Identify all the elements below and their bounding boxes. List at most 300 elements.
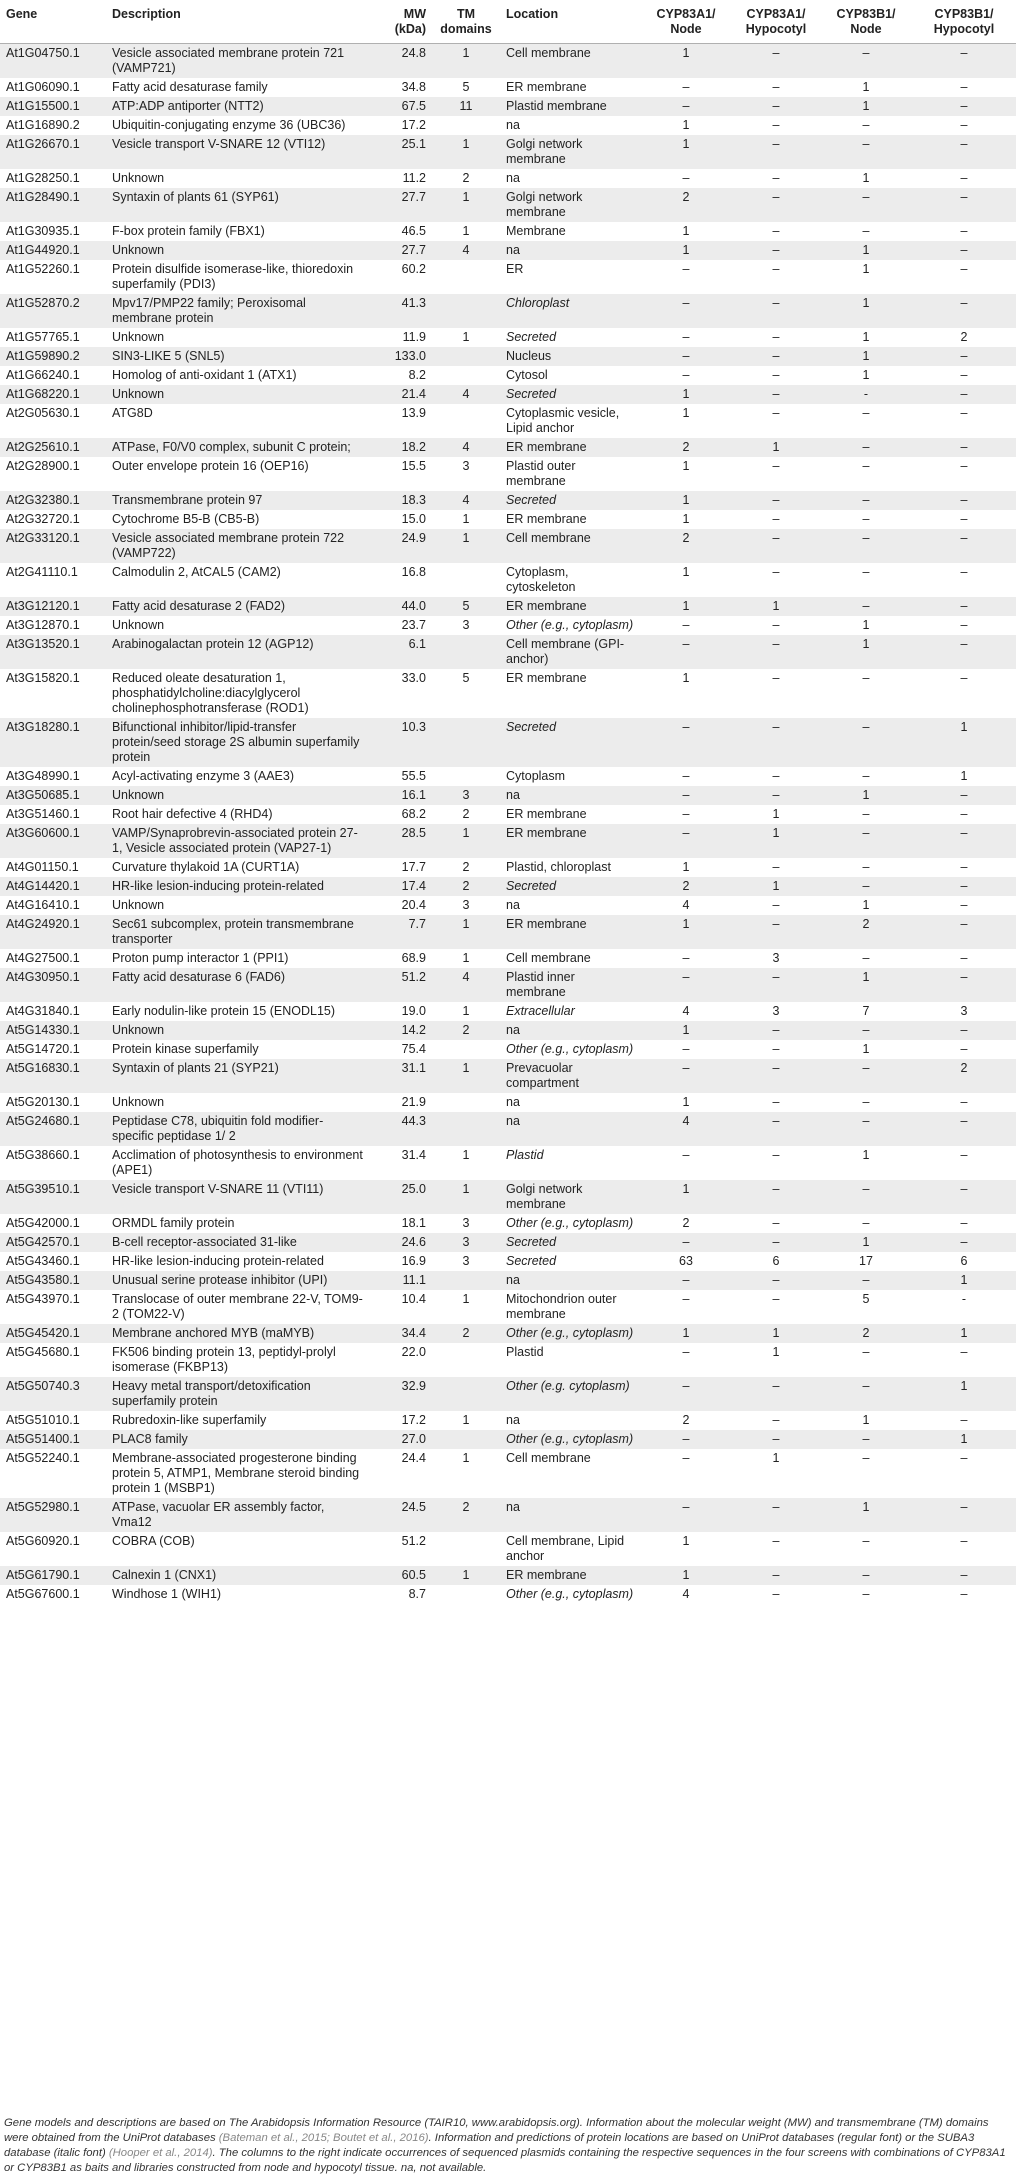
cell-cyp83a1-hypocotyl: 1: [732, 597, 820, 616]
cell-mw: 22.0: [370, 1343, 432, 1377]
table-row: [0, 116, 1016, 135]
table-row: [0, 328, 1016, 347]
cell-location: na: [500, 896, 640, 915]
cell-location: Plastid inner membrane: [500, 968, 640, 1002]
table-row: [0, 1214, 1016, 1233]
cell-description: HR-like lesion-inducing protein-related: [106, 1252, 370, 1271]
cell-cyp83a1-node: –: [640, 1377, 732, 1411]
cell-cyp83a1-node: 2: [640, 438, 732, 457]
cell-cyp83a1-node: –: [640, 260, 732, 294]
cell-mw: 28.5: [370, 824, 432, 858]
cell-cyp83a1-hypocotyl: –: [732, 169, 820, 188]
cell-tm-domains: 1: [432, 222, 500, 241]
cell-tm-domains: 1: [432, 949, 500, 968]
cell-gene: At2G33120.1: [0, 529, 106, 563]
cell-description: F-box protein family (FBX1): [106, 222, 370, 241]
table-row: [0, 1566, 1016, 1585]
cell-tm-domains: 1: [432, 135, 500, 169]
cell-tm-domains: [432, 1343, 500, 1377]
cell-location: na: [500, 1112, 640, 1146]
cell-cyp83a1-hypocotyl: –: [732, 188, 820, 222]
cell-location: ER membrane: [500, 824, 640, 858]
cell-gene: At2G05630.1: [0, 404, 106, 438]
cell-cyp83b1-node: –: [820, 1585, 912, 1604]
cell-location: na: [500, 241, 640, 260]
cell-cyp83b1-hypocotyl: –: [912, 241, 1016, 260]
cell-tm-domains: [432, 1271, 500, 1290]
cell-mw: 34.4: [370, 1324, 432, 1343]
cell-cyp83a1-hypocotyl: 1: [732, 1343, 820, 1377]
cell-gene: At4G14420.1: [0, 877, 106, 896]
cell-mw: 27.7: [370, 241, 432, 260]
cell-tm-domains: 2: [432, 805, 500, 824]
table-row: [0, 78, 1016, 97]
cell-cyp83a1-hypocotyl: –: [732, 563, 820, 597]
cell-cyp83a1-hypocotyl: –: [732, 1498, 820, 1532]
cell-cyp83a1-hypocotyl: –: [732, 385, 820, 404]
cell-mw: 16.9: [370, 1252, 432, 1271]
cell-cyp83a1-hypocotyl: –: [732, 366, 820, 385]
table-row: [0, 222, 1016, 241]
cell-cyp83a1-hypocotyl: –: [732, 635, 820, 669]
cell-tm-domains: 4: [432, 438, 500, 457]
cell-location: ER membrane: [500, 510, 640, 529]
cell-mw: 10.3: [370, 718, 432, 767]
caption-text-1: Gene models and descriptions are based on The Arabidopsis Information Resource (TAIR10, www.arabidopsis.org). Information about the molecular weight (MW) and transmembrane (TM) domains were obtained from the UniProt databases: [4, 2117, 989, 2144]
cell-cyp83a1-hypocotyl: –: [732, 44, 820, 79]
cell-tm-domains: [432, 404, 500, 438]
cell-cyp83a1-hypocotyl: –: [732, 915, 820, 949]
cell-cyp83a1-hypocotyl: 3: [732, 1002, 820, 1021]
cell-cyp83a1-hypocotyl: –: [732, 116, 820, 135]
table-row: [0, 169, 1016, 188]
cell-location: Plastid: [500, 1146, 640, 1180]
cell-description: Protein kinase superfamily: [106, 1040, 370, 1059]
cell-description: Unknown: [106, 1093, 370, 1112]
cell-description: Rubredoxin-like superfamily: [106, 1411, 370, 1430]
cell-description: Unknown: [106, 786, 370, 805]
cell-cyp83b1-node: 1: [820, 1233, 912, 1252]
cell-gene: At4G31840.1: [0, 1002, 106, 1021]
cell-cyp83a1-node: –: [640, 1498, 732, 1532]
cell-cyp83b1-node: 2: [820, 915, 912, 949]
cell-mw: 75.4: [370, 1040, 432, 1059]
table-caption: [4, 2116, 1010, 2176]
cell-gene: At1G15500.1: [0, 97, 106, 116]
cell-description: Calmodulin 2, AtCAL5 (CAM2): [106, 563, 370, 597]
cell-cyp83b1-node: 1: [820, 97, 912, 116]
cell-location: Cytosol: [500, 366, 640, 385]
cell-location: Cytoplasmic vesicle, Lipid anchor: [500, 404, 640, 438]
cell-location: Secreted: [500, 1252, 640, 1271]
cell-gene: At5G45420.1: [0, 1324, 106, 1343]
cell-location: ER membrane: [500, 805, 640, 824]
cell-tm-domains: [432, 635, 500, 669]
cell-cyp83a1-node: 1: [640, 1566, 732, 1585]
cell-cyp83a1-node: 4: [640, 896, 732, 915]
cell-description: Fatty acid desaturase family: [106, 78, 370, 97]
table-row: [0, 1093, 1016, 1112]
cell-gene: At3G50685.1: [0, 786, 106, 805]
cell-gene: At5G52240.1: [0, 1449, 106, 1498]
cell-cyp83b1-node: –: [820, 597, 912, 616]
cell-location: Plastid: [500, 1343, 640, 1377]
cell-tm-domains: [432, 347, 500, 366]
table-row: [0, 597, 1016, 616]
cell-tm-domains: 1: [432, 44, 500, 79]
cell-description: Unknown: [106, 1021, 370, 1040]
cell-description: FK506 binding protein 13, peptidyl-prolyl isomerase (FKBP13): [106, 1343, 370, 1377]
cell-cyp83b1-hypocotyl: 3: [912, 1002, 1016, 1021]
protein-table: [0, 4, 1016, 1604]
cell-cyp83a1-hypocotyl: –: [732, 294, 820, 328]
caption-citation-1: (Bateman et al., 2015; Boutet et al., 2016): [218, 2132, 429, 2144]
table-row: [0, 44, 1016, 79]
cell-cyp83a1-hypocotyl: –: [732, 457, 820, 491]
cell-description: Unknown: [106, 328, 370, 347]
cell-tm-domains: 3: [432, 1214, 500, 1233]
table-row: [0, 260, 1016, 294]
cell-cyp83a1-node: 1: [640, 669, 732, 718]
header-cyp83b1-hypocotyl: CYP83B1/ Hypocotyl: [912, 4, 1016, 44]
cell-cyp83b1-hypocotyl: –: [912, 1093, 1016, 1112]
cell-cyp83a1-hypocotyl: –: [732, 97, 820, 116]
cell-cyp83b1-node: –: [820, 669, 912, 718]
table-row: [0, 669, 1016, 718]
cell-cyp83a1-node: –: [640, 616, 732, 635]
cell-cyp83b1-node: 1: [820, 896, 912, 915]
cell-location: Other (e.g., cytoplasm): [500, 1040, 640, 1059]
cell-cyp83b1-node: –: [820, 1532, 912, 1566]
cell-cyp83b1-hypocotyl: –: [912, 1343, 1016, 1377]
cell-cyp83b1-hypocotyl: 1: [912, 1324, 1016, 1343]
cell-cyp83b1-node: –: [820, 858, 912, 877]
cell-mw: 31.1: [370, 1059, 432, 1093]
cell-cyp83b1-hypocotyl: 1: [912, 767, 1016, 786]
cell-tm-domains: 1: [432, 1059, 500, 1093]
cell-tm-domains: 5: [432, 669, 500, 718]
cell-cyp83b1-hypocotyl: –: [912, 669, 1016, 718]
table-row: [0, 1040, 1016, 1059]
cell-cyp83a1-node: 1: [640, 563, 732, 597]
cell-location: Chloroplast: [500, 294, 640, 328]
cell-gene: At3G48990.1: [0, 767, 106, 786]
table-row: [0, 1377, 1016, 1411]
cell-location: na: [500, 169, 640, 188]
cell-cyp83a1-hypocotyl: –: [732, 669, 820, 718]
cell-description: Proton pump interactor 1 (PPI1): [106, 949, 370, 968]
cell-cyp83a1-hypocotyl: –: [732, 968, 820, 1002]
cell-cyp83b1-hypocotyl: –: [912, 404, 1016, 438]
cell-gene: At3G15820.1: [0, 669, 106, 718]
cell-cyp83b1-node: –: [820, 491, 912, 510]
cell-gene: At5G14330.1: [0, 1021, 106, 1040]
cell-cyp83a1-node: –: [640, 1040, 732, 1059]
cell-tm-domains: 3: [432, 786, 500, 805]
cell-cyp83b1-hypocotyl: –: [912, 1411, 1016, 1430]
cell-mw: 41.3: [370, 294, 432, 328]
cell-cyp83b1-hypocotyl: –: [912, 915, 1016, 949]
cell-tm-domains: 5: [432, 597, 500, 616]
cell-location: Other (e.g., cytoplasm): [500, 1430, 640, 1449]
cell-description: Unknown: [106, 385, 370, 404]
table-row: [0, 1343, 1016, 1377]
cell-mw: 60.2: [370, 260, 432, 294]
cell-description: Root hair defective 4 (RHD4): [106, 805, 370, 824]
cell-cyp83a1-node: –: [640, 718, 732, 767]
table-row: [0, 616, 1016, 635]
cell-location: na: [500, 1021, 640, 1040]
cell-cyp83b1-node: –: [820, 767, 912, 786]
cell-gene: At1G28250.1: [0, 169, 106, 188]
cell-gene: At2G32380.1: [0, 491, 106, 510]
cell-cyp83a1-hypocotyl: –: [732, 1290, 820, 1324]
cell-tm-domains: [432, 767, 500, 786]
cell-cyp83a1-node: –: [640, 1059, 732, 1093]
cell-cyp83b1-hypocotyl: –: [912, 529, 1016, 563]
cell-gene: At2G32720.1: [0, 510, 106, 529]
cell-cyp83a1-node: 1: [640, 44, 732, 79]
cell-location: Other (e.g., cytoplasm): [500, 616, 640, 635]
table-row: [0, 1002, 1016, 1021]
cell-location: Cell membrane: [500, 529, 640, 563]
table-row: [0, 510, 1016, 529]
cell-cyp83b1-hypocotyl: –: [912, 597, 1016, 616]
cell-description: Translocase of outer membrane 22-V, TOM9-2 (TOM22-V): [106, 1290, 370, 1324]
cell-cyp83b1-hypocotyl: –: [912, 896, 1016, 915]
cell-mw: 44.0: [370, 597, 432, 616]
cell-cyp83b1-node: 1: [820, 169, 912, 188]
cell-mw: 18.3: [370, 491, 432, 510]
cell-location: Plastid outer membrane: [500, 457, 640, 491]
cell-cyp83a1-hypocotyl: –: [732, 1532, 820, 1566]
cell-cyp83b1-hypocotyl: –: [912, 135, 1016, 169]
cell-tm-domains: 2: [432, 1021, 500, 1040]
cell-mw: 24.9: [370, 529, 432, 563]
cell-description: Arabinogalactan protein 12 (AGP12): [106, 635, 370, 669]
header-mw: MW (kDa): [370, 4, 432, 44]
cell-location: Cell membrane: [500, 949, 640, 968]
cell-description: Protein disulfide isomerase-like, thioredoxin superfamily (PDI3): [106, 260, 370, 294]
header-cyp83b1-node: CYP83B1/ Node: [820, 4, 912, 44]
cell-mw: 133.0: [370, 347, 432, 366]
cell-cyp83a1-hypocotyl: –: [732, 510, 820, 529]
cell-cyp83a1-node: –: [640, 347, 732, 366]
cell-cyp83a1-node: 1: [640, 404, 732, 438]
cell-cyp83b1-node: 1: [820, 968, 912, 1002]
cell-cyp83a1-hypocotyl: –: [732, 1566, 820, 1585]
cell-gene: At4G27500.1: [0, 949, 106, 968]
cell-location: Cell membrane, Lipid anchor: [500, 1532, 640, 1566]
cell-tm-domains: 1: [432, 1002, 500, 1021]
table-row: [0, 824, 1016, 858]
cell-mw: 17.2: [370, 1411, 432, 1430]
cell-cyp83a1-node: 1: [640, 491, 732, 510]
cell-cyp83a1-node: –: [640, 824, 732, 858]
cell-tm-domains: 4: [432, 385, 500, 404]
cell-location: Cell membrane: [500, 1449, 640, 1498]
cell-gene: At4G16410.1: [0, 896, 106, 915]
cell-location: Secreted: [500, 718, 640, 767]
cell-cyp83a1-hypocotyl: 1: [732, 1324, 820, 1343]
cell-location: Plastid membrane: [500, 97, 640, 116]
table-row: [0, 1532, 1016, 1566]
header-cyp83a1-node: CYP83A1/ Node: [640, 4, 732, 44]
cell-description: Transmembrane protein 97: [106, 491, 370, 510]
cell-gene: At5G50740.3: [0, 1377, 106, 1411]
cell-cyp83a1-node: 2: [640, 1411, 732, 1430]
cell-cyp83a1-node: 1: [640, 457, 732, 491]
cell-cyp83a1-node: 2: [640, 529, 732, 563]
cell-cyp83b1-node: –: [820, 1112, 912, 1146]
cell-cyp83b1-node: 1: [820, 1040, 912, 1059]
cell-mw: 11.1: [370, 1271, 432, 1290]
cell-mw: 17.2: [370, 116, 432, 135]
cell-location: Secreted: [500, 1233, 640, 1252]
cell-gene: At5G20130.1: [0, 1093, 106, 1112]
cell-description: Early nodulin-like protein 15 (ENODL15): [106, 1002, 370, 1021]
table-row: [0, 385, 1016, 404]
cell-location: Secreted: [500, 877, 640, 896]
cell-gene: At5G67600.1: [0, 1585, 106, 1604]
cell-cyp83a1-hypocotyl: –: [732, 404, 820, 438]
cell-location: na: [500, 1093, 640, 1112]
cell-tm-domains: 1: [432, 529, 500, 563]
cell-description: Unknown: [106, 616, 370, 635]
cell-tm-domains: 3: [432, 1252, 500, 1271]
table-row: [0, 767, 1016, 786]
cell-cyp83a1-node: 1: [640, 135, 732, 169]
cell-cyp83b1-hypocotyl: –: [912, 616, 1016, 635]
cell-cyp83a1-node: 1: [640, 1532, 732, 1566]
cell-description: Unknown: [106, 241, 370, 260]
table-row: [0, 915, 1016, 949]
cell-description: Heavy metal transport/detoxification superfamily protein: [106, 1377, 370, 1411]
cell-mw: 68.2: [370, 805, 432, 824]
cell-cyp83a1-node: –: [640, 366, 732, 385]
cell-cyp83a1-hypocotyl: –: [732, 328, 820, 347]
cell-cyp83b1-hypocotyl: –: [912, 877, 1016, 896]
table-row: [0, 457, 1016, 491]
cell-cyp83b1-hypocotyl: –: [912, 949, 1016, 968]
cell-cyp83b1-hypocotyl: –: [912, 1233, 1016, 1252]
cell-cyp83b1-hypocotyl: –: [912, 385, 1016, 404]
cell-cyp83b1-hypocotyl: 6: [912, 1252, 1016, 1271]
cell-cyp83a1-node: 2: [640, 877, 732, 896]
cell-cyp83b1-node: 7: [820, 1002, 912, 1021]
cell-cyp83b1-node: 1: [820, 347, 912, 366]
cell-cyp83b1-node: 1: [820, 1411, 912, 1430]
cell-cyp83b1-hypocotyl: –: [912, 1040, 1016, 1059]
cell-cyp83b1-node: 1: [820, 616, 912, 635]
table-row: [0, 1430, 1016, 1449]
cell-tm-domains: 1: [432, 188, 500, 222]
cell-cyp83b1-node: 1: [820, 78, 912, 97]
cell-cyp83b1-hypocotyl: –: [912, 1112, 1016, 1146]
cell-description: Ubiquitin-conjugating enzyme 36 (UBC36): [106, 116, 370, 135]
cell-mw: 68.9: [370, 949, 432, 968]
cell-gene: At1G30935.1: [0, 222, 106, 241]
cell-tm-domains: [432, 1585, 500, 1604]
cell-description: Membrane-associated progesterone binding protein 5, ATMP1, Membrane steroid binding protein 1 (MSBP1): [106, 1449, 370, 1498]
header-tm-domains: TM domains: [432, 4, 500, 44]
cell-mw: 11.9: [370, 328, 432, 347]
cell-mw: 18.1: [370, 1214, 432, 1233]
cell-cyp83b1-hypocotyl: –: [912, 97, 1016, 116]
table-row: [0, 294, 1016, 328]
cell-cyp83a1-node: 1: [640, 1180, 732, 1214]
cell-cyp83b1-node: –: [820, 188, 912, 222]
cell-mw: 24.5: [370, 1498, 432, 1532]
cell-gene: At5G52980.1: [0, 1498, 106, 1532]
cell-cyp83b1-hypocotyl: –: [912, 294, 1016, 328]
cell-mw: 8.7: [370, 1585, 432, 1604]
cell-cyp83b1-node: –: [820, 949, 912, 968]
cell-cyp83a1-hypocotyl: 1: [732, 805, 820, 824]
cell-description: Vesicle associated membrane protein 721 (VAMP721): [106, 44, 370, 79]
cell-description: Vesicle transport V-SNARE 12 (VTI12): [106, 135, 370, 169]
cell-location: Secreted: [500, 491, 640, 510]
cell-location: Extracellular: [500, 1002, 640, 1021]
table-row: [0, 404, 1016, 438]
cell-description: Syntaxin of plants 21 (SYP21): [106, 1059, 370, 1093]
cell-cyp83b1-node: 17: [820, 1252, 912, 1271]
cell-tm-domains: [432, 1040, 500, 1059]
cell-cyp83a1-node: –: [640, 968, 732, 1002]
cell-cyp83a1-hypocotyl: –: [732, 1271, 820, 1290]
cell-cyp83a1-node: –: [640, 767, 732, 786]
cell-cyp83b1-hypocotyl: –: [912, 1566, 1016, 1585]
cell-tm-domains: [432, 718, 500, 767]
cell-cyp83b1-hypocotyl: –: [912, 1532, 1016, 1566]
cell-cyp83a1-hypocotyl: –: [732, 1112, 820, 1146]
cell-cyp83b1-node: 1: [820, 294, 912, 328]
table-row: [0, 786, 1016, 805]
table-row: [0, 1411, 1016, 1430]
cell-tm-domains: 4: [432, 968, 500, 1002]
cell-gene: At1G16890.2: [0, 116, 106, 135]
cell-gene: At2G28900.1: [0, 457, 106, 491]
cell-tm-domains: 1: [432, 1290, 500, 1324]
cell-location: Other (e.g. cytoplasm): [500, 1377, 640, 1411]
cell-description: Membrane anchored MYB (maMYB): [106, 1324, 370, 1343]
cell-cyp83a1-node: 1: [640, 241, 732, 260]
cell-cyp83b1-node: –: [820, 44, 912, 79]
cell-cyp83b1-node: –: [820, 718, 912, 767]
cell-mw: 67.5: [370, 97, 432, 116]
cell-gene: At1G52260.1: [0, 260, 106, 294]
cell-cyp83a1-hypocotyl: –: [732, 1146, 820, 1180]
cell-description: Vesicle associated membrane protein 722 (VAMP722): [106, 529, 370, 563]
cell-cyp83a1-node: –: [640, 328, 732, 347]
cell-mw: 15.5: [370, 457, 432, 491]
cell-gene: At5G61790.1: [0, 1566, 106, 1585]
cell-cyp83b1-hypocotyl: –: [912, 169, 1016, 188]
cell-description: Homolog of anti-oxidant 1 (ATX1): [106, 366, 370, 385]
cell-gene: At1G04750.1: [0, 44, 106, 79]
cell-cyp83b1-node: –: [820, 1343, 912, 1377]
cell-cyp83b1-hypocotyl: –: [912, 635, 1016, 669]
cell-cyp83b1-hypocotyl: –: [912, 116, 1016, 135]
table-row: [0, 529, 1016, 563]
cell-description: SIN3-LIKE 5 (SNL5): [106, 347, 370, 366]
cell-description: Reduced oleate desaturation 1, phosphatidylcholine:diacylglycerol cholinephosphotransferase (ROD1): [106, 669, 370, 718]
cell-tm-domains: 5: [432, 78, 500, 97]
cell-cyp83b1-hypocotyl: 1: [912, 1377, 1016, 1411]
cell-gene: At5G60920.1: [0, 1532, 106, 1566]
cell-cyp83a1-node: 1: [640, 915, 732, 949]
cell-cyp83b1-node: –: [820, 510, 912, 529]
